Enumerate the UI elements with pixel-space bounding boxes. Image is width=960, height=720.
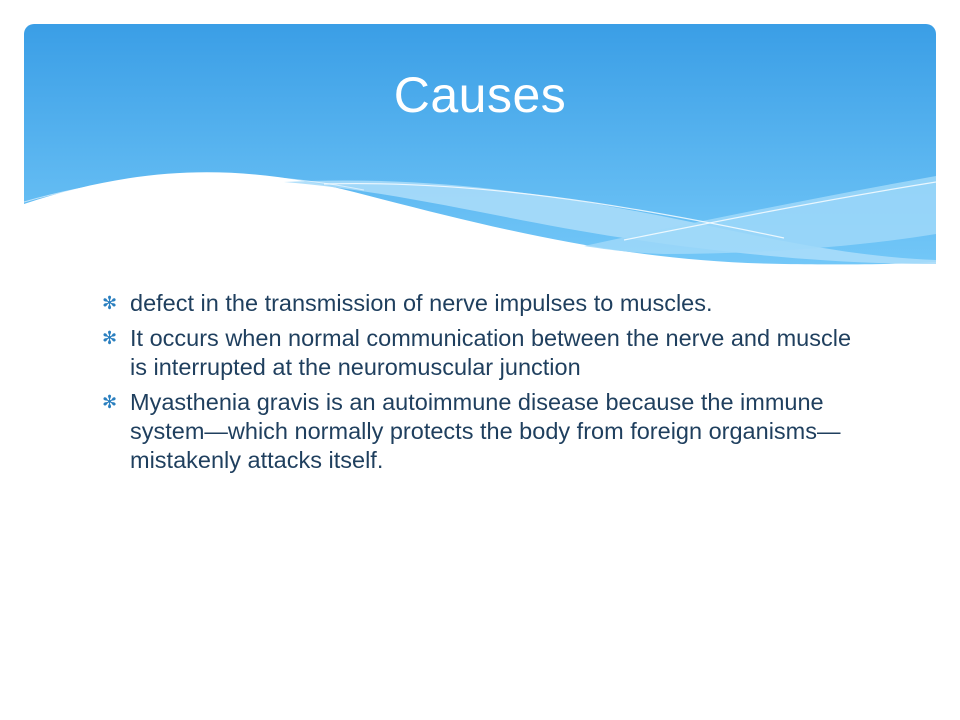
header-band bbox=[24, 24, 936, 269]
list-item bbox=[102, 289, 872, 318]
header-wave-graphic bbox=[24, 24, 936, 269]
bullet-text: Myasthenia gravis is an autoimmune disease because the immune system—which normally protects the body from foreign organisms—mistakenly attacks itself. bbox=[130, 389, 841, 473]
bullet-list bbox=[102, 289, 872, 481]
asterisk-icon: ✻ bbox=[102, 293, 118, 313]
bullet-text: defect in the transmission of nerve impulses to muscles. bbox=[130, 290, 713, 316]
asterisk-icon: ✻ bbox=[102, 328, 118, 348]
list-item bbox=[102, 388, 872, 475]
list-item bbox=[102, 324, 872, 382]
bullet-text: It occurs when normal communication between the nerve and muscle is interrupted at the neuromuscular junction bbox=[130, 325, 852, 380]
asterisk-icon: ✻ bbox=[102, 392, 118, 412]
slide-title: Causes bbox=[393, 67, 567, 123]
